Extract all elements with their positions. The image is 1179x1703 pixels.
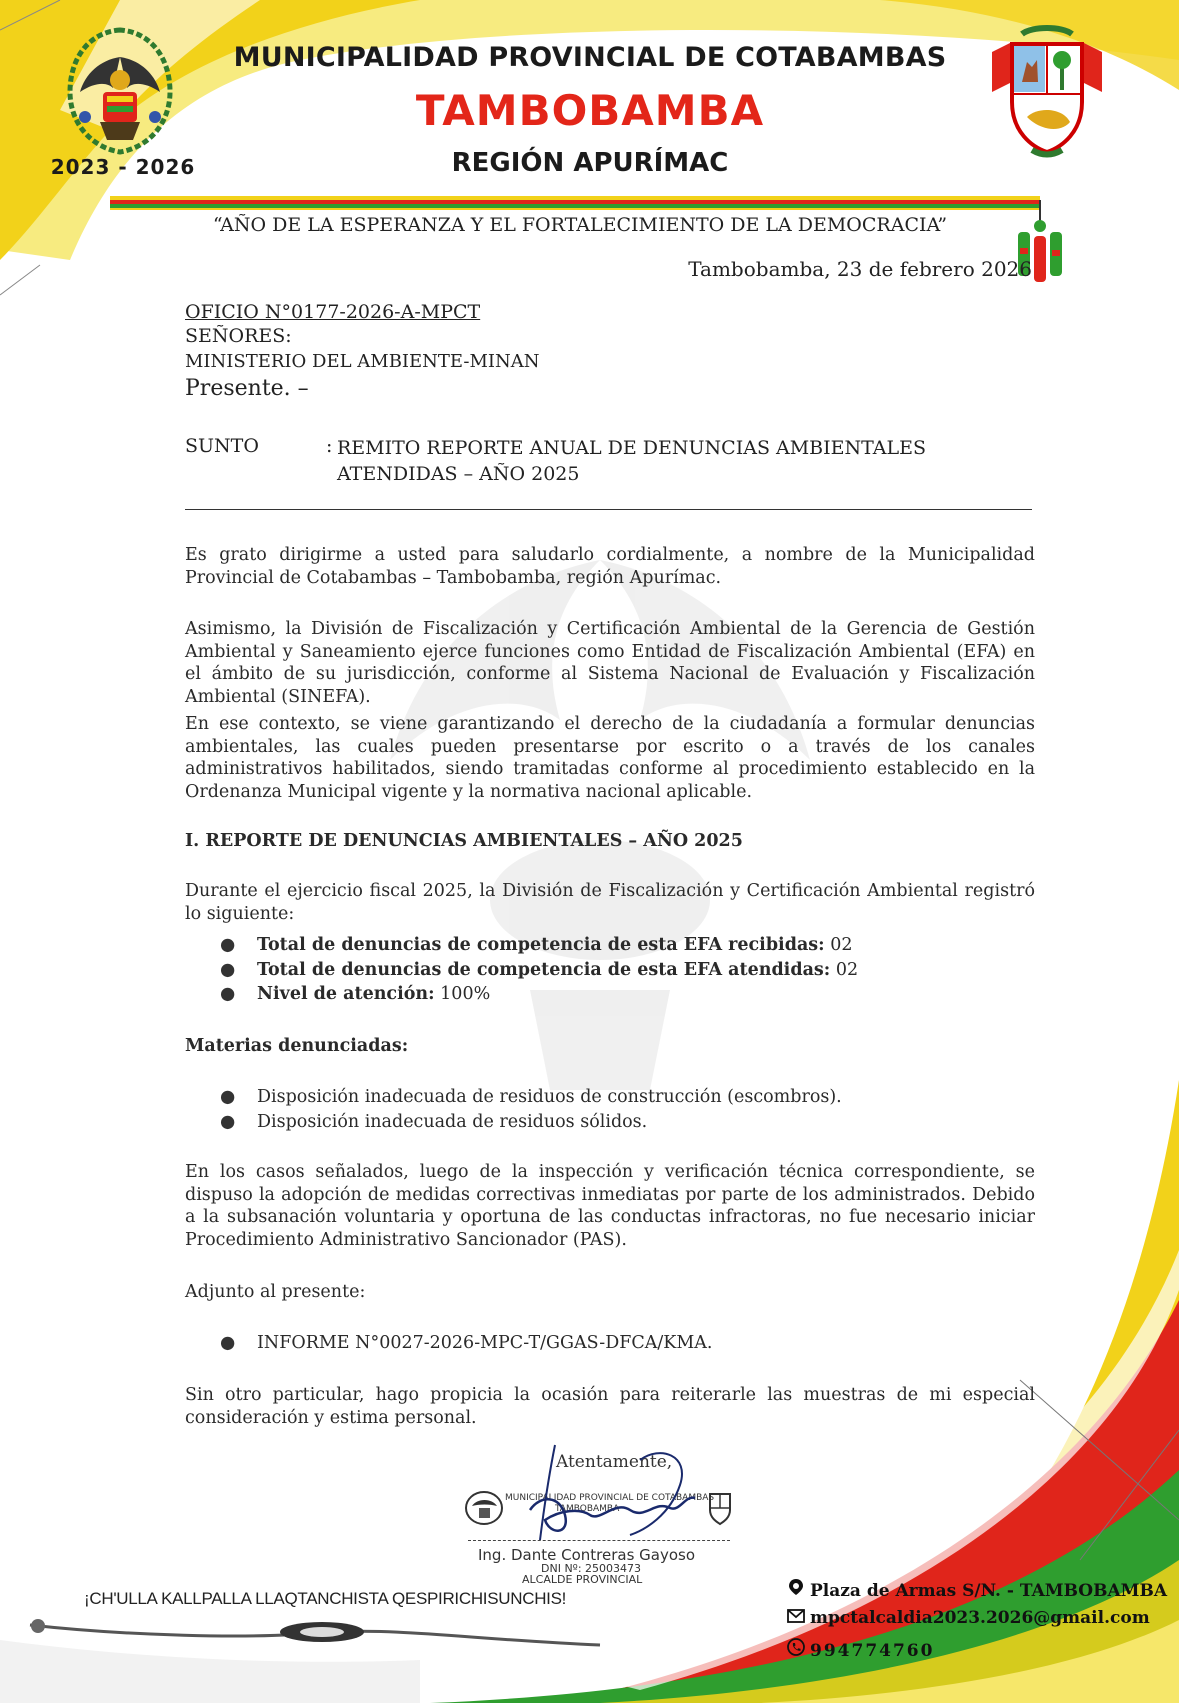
quechua-slogan: ¡CH'ULLA KALLPALLA LLAQTANCHISTA QESPIRICHISUNCHIS! <box>84 1589 567 1608</box>
bullet-icon: ● <box>220 935 236 955</box>
stat-item: ● Nivel de atención: 100% <box>220 982 490 1007</box>
peru-coat-of-arms-icon <box>982 22 1112 162</box>
materia-item: ● Disposición inadecuada de residuos de construcción (escombros). <box>220 1085 842 1110</box>
paragraph-fiscal-year: Durante el ejercicio fiscal 2025, la División de Fiscalización y Certificación Ambiental registró lo siguiente: <box>185 881 1035 924</box>
attachment-intro: Adjunto al presente: <box>185 1282 366 1302</box>
salutation-label: SEÑORES: <box>185 325 292 347</box>
year-motto: “AÑO DE LA ESPERANZA Y EL FORTALECIMIENTO DE LA DEMOCRACIA” <box>212 214 948 236</box>
region-name: REGIÓN APURÍMAC <box>451 148 729 178</box>
contact-email: mpctalcaldia2023.2026@gmail.com <box>786 1608 1150 1628</box>
mail-icon <box>786 1608 806 1628</box>
term-years: 2023 - 2026 <box>50 155 196 179</box>
letter-date: Tambobamba, 23 de febrero 2026 <box>688 257 1032 281</box>
recipient-name: MINISTERIO DEL AMBIENTE-MINAN <box>185 351 540 372</box>
stamp-emblem-icon <box>462 1488 507 1528</box>
signer-name: Ing. Dante Contreras Gayoso <box>478 1546 696 1564</box>
paragraph-context: En ese contexto, se viene garantizando el derecho de la ciudadanía a formular denuncias ambientales, las cuales pueden presentarse por escrito o a través de los canales administrativos habilitados, siendo tramitadas conforme al procedimiento establecido en la Ordenanza Municipal vigente y la normativa nacional aplicable. <box>185 714 1035 802</box>
bullet-icon: ● <box>220 1087 236 1107</box>
signer-dni: DNI Nº: 25003473 <box>541 1562 642 1575</box>
attachment-item: ● INFORME N°0027-2026-MPC-T/GGAS-DFCA/KMA. <box>220 1331 712 1356</box>
municipal-emblem-icon <box>55 22 185 157</box>
map-pin-icon <box>786 1578 806 1601</box>
subject-divider <box>185 509 1032 510</box>
municipality-title: MUNICIPALIDAD PROVINCIAL DE COTABAMBAS <box>233 42 947 73</box>
stat-item: ● Total de denuncias de competencia de esta EFA atendidas: 02 <box>220 958 858 983</box>
materia-item: ● Disposición inadecuada de residuos sólidos. <box>220 1110 647 1135</box>
city-name: TAMBOBAMBA <box>415 86 765 135</box>
handwritten-signature <box>520 1440 720 1550</box>
phone-icon <box>786 1638 806 1661</box>
closing-paragraph: Sin otro particular, hago propicia la ocasión para reiterarle las muestras de mi especial consideración y estima personal. <box>185 1385 1035 1428</box>
stamp-line-1: MUNICIPALIDAD PROVINCIAL DE COTABAMBAS <box>505 1493 715 1503</box>
oficio-number: OFICIO N°0177-2026-A-MPCT <box>185 301 481 323</box>
bullet-icon: ● <box>220 960 236 980</box>
materias-title: Materias denunciadas: <box>185 1036 409 1056</box>
stamp-line-2: TAMBOBAMBA <box>555 1504 620 1514</box>
contact-address: Plaza de Armas S/N. - TAMBOBAMBA <box>786 1578 1167 1601</box>
signer-role: ALCALDE PROVINCIAL <box>522 1573 643 1586</box>
subject-colon: : <box>326 435 333 457</box>
subject-text: REMITO REPORTE ANUAL DE DENUNCIAS AMBIENTALES ATENDIDAS – AÑO 2025 <box>337 437 926 485</box>
presente-label: Presente. – <box>185 376 309 401</box>
bullet-icon: ● <box>220 1333 236 1353</box>
bullet-icon: ● <box>220 984 236 1004</box>
signature-line <box>468 1540 730 1541</box>
signature-atentamente: Atentamente, <box>556 1452 673 1472</box>
subject-label: SUNTO <box>185 435 259 457</box>
contact-phone: 994774760 <box>786 1638 934 1661</box>
paragraph-greeting: Es grato dirigirme a usted para saludarlo cordialmente, a nombre de la Municipalidad Provincial de Cotabambas – Tambobamba, región Apurímac. <box>185 545 1035 588</box>
bullet-icon: ● <box>220 1112 236 1132</box>
paragraph-efa: Asimismo, la División de Fiscalización y Certificación Ambiental de la Gerencia de Gestión Ambiental y Saneamiento ejerce funciones como Entidad de Fiscalización Ambiental (EFA) en el ámbito de su jurisdicción, conforme al Sistema Nacional de Evaluación y Fiscalización Ambiental (SINEFA). <box>185 619 1035 707</box>
paragraph-measures: En los casos señalados, luego de la inspección y verificación técnica correspondiente, se dispuso la adopción de medidas correctivas inmediatas por parte de los administrados. Debido a la subsanación voluntaria y oportuna de las conductas infractoras, no fue necesario iniciar Procedimiento Administrativo Sancionador (PAS). <box>185 1162 1035 1250</box>
stat-item: ● Total de denuncias de competencia de esta EFA recibidas: 02 <box>220 933 852 958</box>
section-title: I. REPORTE DE DENUNCIAS AMBIENTALES – AÑO 2025 <box>185 831 743 851</box>
